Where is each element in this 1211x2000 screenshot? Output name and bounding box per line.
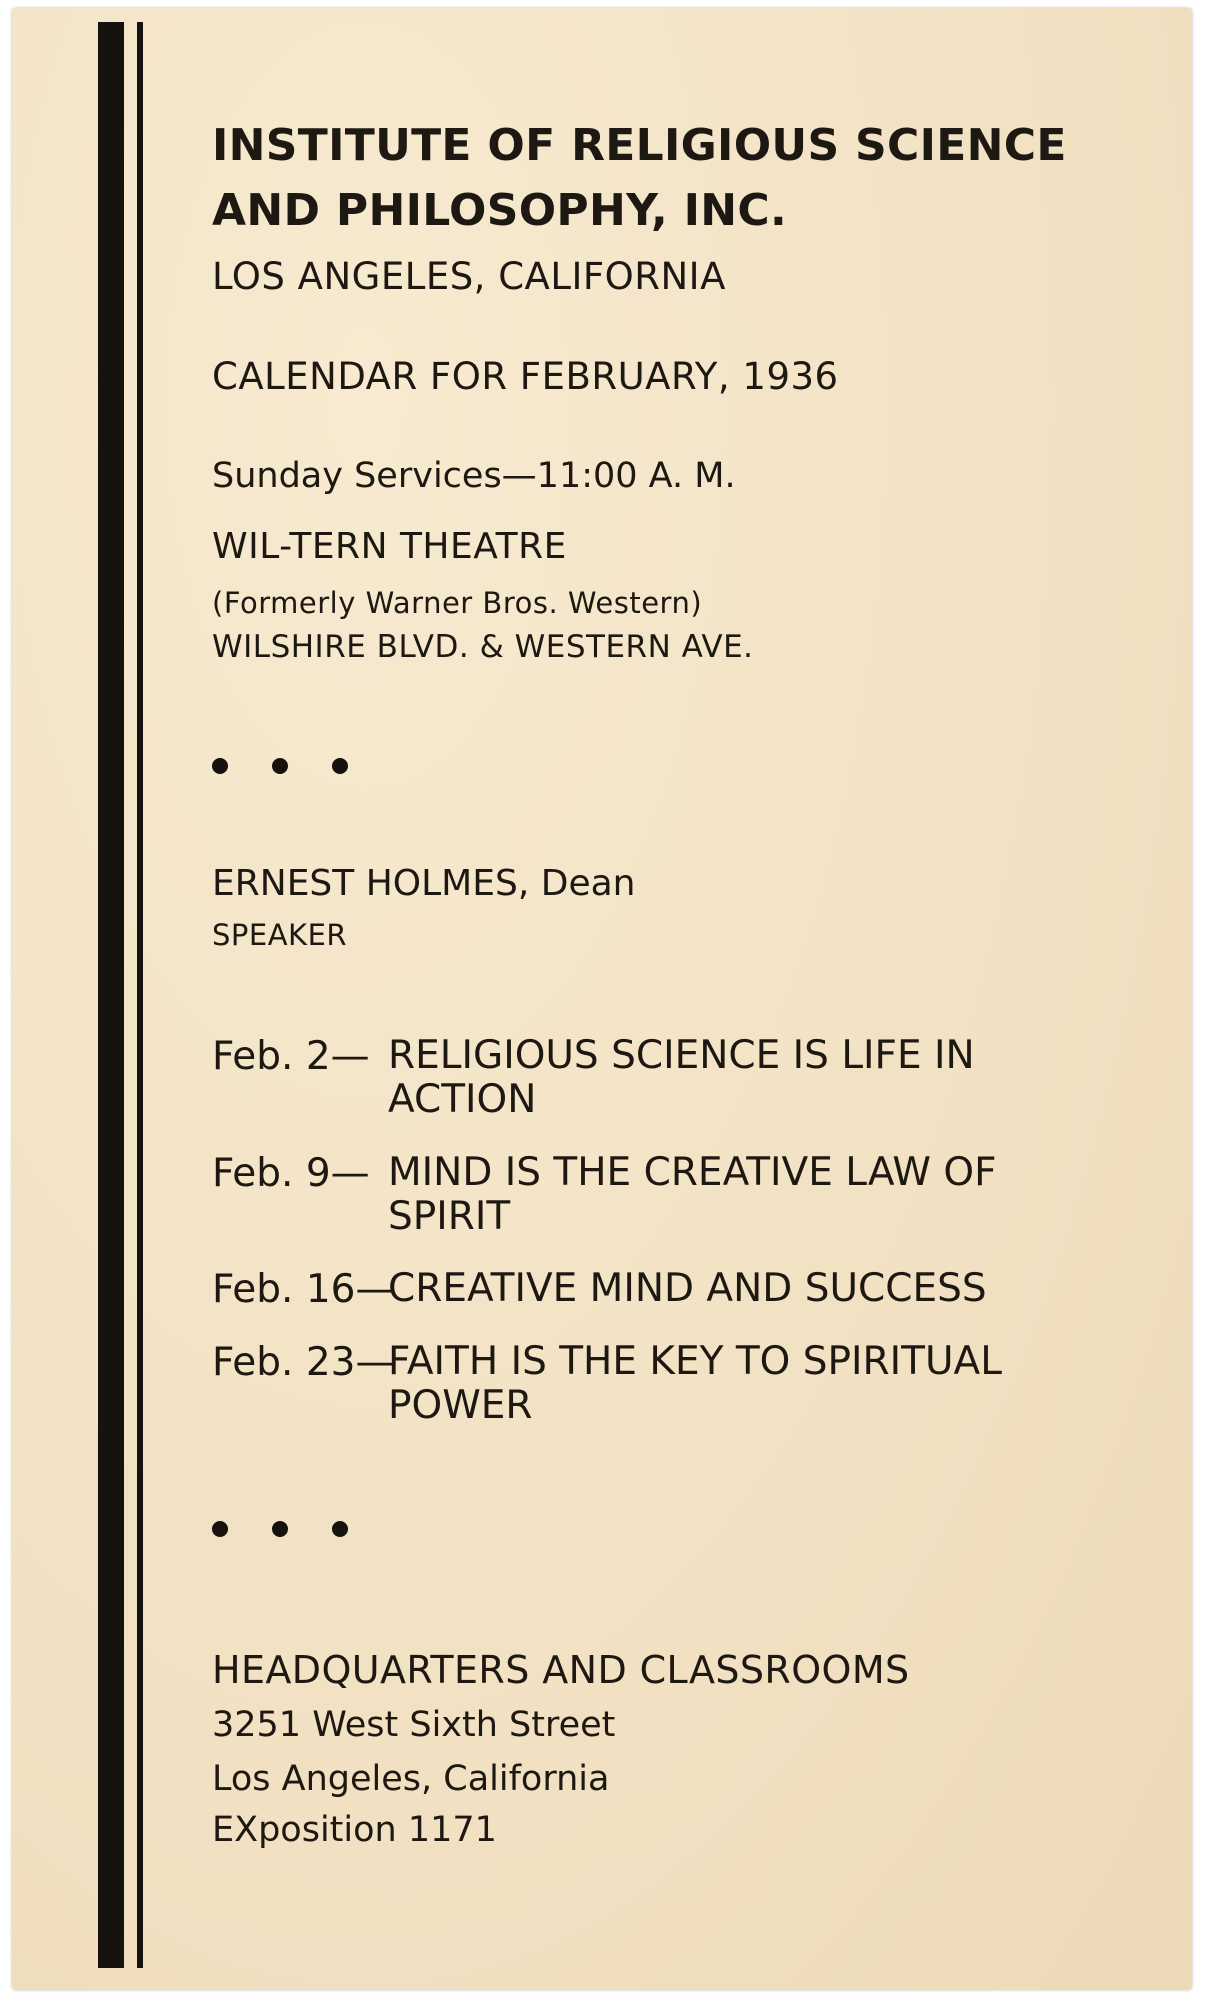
dot xyxy=(212,758,228,774)
dot xyxy=(332,1521,348,1537)
headquarters-phone: EXposition 1171 xyxy=(212,1810,497,1850)
separator-dots-bottom xyxy=(212,1521,348,1537)
org-name-line2: AND PHILOSOPHY, INC. xyxy=(212,185,788,236)
talk-date: Feb. 9— xyxy=(212,1151,370,1196)
talk-date: Feb. 2— xyxy=(212,1034,370,1079)
talk-date: Feb. 16— xyxy=(212,1267,395,1312)
talk-title: CREATIVE MIND AND SUCCESS xyxy=(388,1266,987,1311)
calendar-card xyxy=(12,8,1192,1990)
headquarters-city: Los Angeles, California xyxy=(212,1759,610,1799)
talk-date: Feb. 23— xyxy=(212,1340,395,1385)
speaker-name: ERNEST HOLMES, Dean xyxy=(212,863,636,904)
venue-address: WILSHIRE BLVD. & WESTERN AVE. xyxy=(212,629,754,665)
talk-title: MIND IS THE CREATIVE LAW OF SPIRIT xyxy=(388,1150,997,1239)
org-city: LOS ANGELES, CALIFORNIA xyxy=(212,255,726,298)
vertical-rule-thick xyxy=(98,22,124,1968)
dot xyxy=(272,758,288,774)
separator-dots-top xyxy=(212,758,348,774)
talk-title: FAITH IS THE KEY TO SPIRITUAL POWER xyxy=(388,1339,1002,1428)
talk-title: RELIGIOUS SCIENCE IS LIFE IN ACTION xyxy=(388,1033,975,1122)
speaker-role: SPEAKER xyxy=(212,918,348,952)
venue-name: WIL-TERN THEATRE xyxy=(212,526,567,567)
headquarters-street: 3251 West Sixth Street xyxy=(212,1705,616,1745)
dot xyxy=(272,1521,288,1537)
dot xyxy=(332,758,348,774)
dot xyxy=(212,1521,228,1537)
service-time: Sunday Services—11:00 A. M. xyxy=(212,456,736,496)
calendar-heading: CALENDAR FOR FEBRUARY, 1936 xyxy=(212,355,839,398)
headquarters-heading: HEADQUARTERS AND CLASSROOMS xyxy=(212,1648,910,1692)
vertical-rule-thin xyxy=(137,22,143,1968)
org-name-line1: INSTITUTE OF RELIGIOUS SCIENCE xyxy=(212,120,1067,171)
venue-formerly: (Formerly Warner Bros. Western) xyxy=(212,586,703,620)
